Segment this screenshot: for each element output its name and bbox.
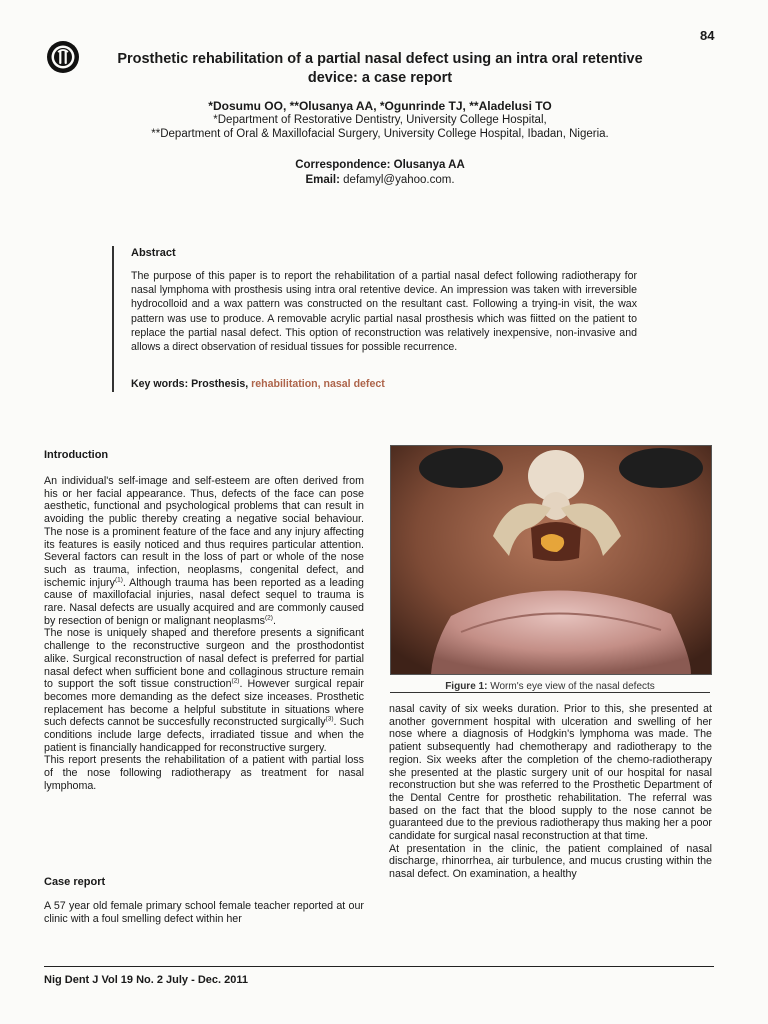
paragraph xyxy=(44,627,364,754)
abstract-body: The purpose of this paper is to report the rehabilitation of a partial nasal defect following radiotherapy for nasal lymphoma with prosthesis using intra oral retentive device. An impression was taken with irreversible hydrocolloid and a wax pattern was constructed on the resultant cast. Following a trying-in visit, the wax pattern was use to produce. A removable acrylic partial nasal prosthesis which was fiitted on the patient to replace the partial nasal defect. This option of reconstruction was relatively inexpensive, non-invasive and allows a direct observation of residual tissues for possible recurrence. xyxy=(131,270,637,354)
affiliation-line: *Department of Restorative Dentistry, University College Hospital, xyxy=(213,114,547,126)
email-line xyxy=(240,173,520,188)
text-run: . xyxy=(272,614,276,627)
figure-label: Figure 1: xyxy=(445,681,488,692)
correspondence-block xyxy=(240,158,520,188)
author-block xyxy=(100,99,660,141)
keywords-rest: rehabilitation, nasal defect xyxy=(251,378,385,390)
journal-footer: Nig Dent J Vol 19 No. 2 July - Dec. 2011 xyxy=(44,974,248,986)
paragraph: This report presents the rehabilitation of a patient with partial loss of the nose following radiotherapy as treatment for nasal lymphoma. xyxy=(44,754,364,792)
text-run: . However surgical repair becomes more demanding as the defect size inceases. Prosthetic replacement has become a helpful substitute in situations where such defects cannot be succesfully reconstructed surgically xyxy=(44,678,364,729)
article-title: Prosthetic rehabilitation of a partial nasal defect using an intra oral retentive device: a case report xyxy=(117,51,643,86)
keywords-line xyxy=(131,378,385,390)
email-label: Email: xyxy=(305,174,340,186)
keywords-first: Prosthesis, xyxy=(191,378,249,390)
citation: (3) xyxy=(325,715,334,723)
page-number: 84 xyxy=(700,28,715,43)
figure-1-photo xyxy=(390,445,712,675)
journal-logo xyxy=(46,40,80,74)
keywords-label: Key words: xyxy=(131,378,189,390)
paragraph: A 57 year old female primary school female teacher reported at our clinic with a foul smelling defect within her xyxy=(44,900,364,925)
correspondence-line xyxy=(240,158,520,173)
affiliation-line: **Department of Oral & Maxillofacial Surgery, University College Hospital, Ibadan, Nigeria. xyxy=(151,128,609,140)
case-report-heading: Case report xyxy=(44,876,106,888)
text-run: . Such conditions include large defects, irradiated tissue and when the patient is financially handicapped for reconstructive surgery. xyxy=(44,716,364,754)
introduction-body xyxy=(44,475,364,793)
paragraph: At presentation in the clinic, the patient complained of nasal discharge, rhinorrhea, air turbulence, and mucus crusting within the nasal defect. On examination, a healthy xyxy=(389,842,712,881)
paragraph xyxy=(44,475,364,627)
abstract-heading: Abstract xyxy=(131,247,176,259)
citation: (2) xyxy=(231,677,240,685)
figure-caption-text: Worm's eye view of the nasal defects xyxy=(490,681,655,692)
text-run: An individual's self-image and self-esteem are often derived from his or her facial appearance. Thus, defects of the face can pose aesthetic, functional and psychological problems that can result in avoiding the public thereby creating a negative social behaviour. The nose is a prominent feature of the face and any injury affecting its features is easily noticed and thus requires particular attention. Several factors can result in the loss of part or whole of the nose such as trauma, infection, neoplasms, congenital defect, and ischemic injury xyxy=(44,475,364,589)
figure-1-caption xyxy=(390,681,710,692)
citation: (2) xyxy=(265,614,273,622)
paragraph: nasal cavity of six weeks duration. Prior to this, she presented at another government hospital with ulceration and swelling of her nose where a diagnosis of Hodgkin's lymphoma was made. The patient subsequently had chemotherapy and radiotherapy to the region. Six weeks after the completion of the chemo-radiotherapy she presented at the plastic surgery unit of our hospital for nasal reconstruction but she was referred to the Prosthetic Department of the Dental Centre for prosthetic rehabilitation. The referral was based on the fact that the blood supply to the nose cannot be guaranteed due to the previous radiotherapy thus making her a poor candidate for surgical nasal reconstruction at that time. xyxy=(389,703,712,843)
text-run: The nose is uniquely shaped and therefore presents a significant challenge to the reconstructive surgeon and the prosthodontist alike. Surgical reconstruction of nasal defect is preferred for partial nasal defect when sufficient bone and collaginous structure remain to support the soft tissue construction xyxy=(44,627,364,691)
case-report-body-left xyxy=(44,900,364,925)
citation: (1) xyxy=(114,576,123,584)
nasal-defect-photo-illustration xyxy=(391,446,711,674)
introduction-heading: Introduction xyxy=(44,449,109,461)
case-report-body-right xyxy=(389,703,712,881)
email-address: defamyl@yahoo.com. xyxy=(343,174,455,186)
correspondence-label: Correspondence: xyxy=(295,159,391,171)
text-run: . Although trauma has been reported as a leading cause of maxillofacial injuries, nasal defect sequel to trauma is rare. Nasal defects are usually acquired and are commonly caused by resection of benign or malignant neoplasms xyxy=(44,576,364,627)
correspondence-name: Olusanya AA xyxy=(393,159,465,171)
abstract-margin-rule xyxy=(112,246,114,392)
footer-rule xyxy=(44,966,714,967)
caption-rule xyxy=(390,692,710,693)
author-names: *Dosumu OO, **Olusanya AA, *Ogunrinde TJ, **Aladelusi TO xyxy=(208,99,552,113)
